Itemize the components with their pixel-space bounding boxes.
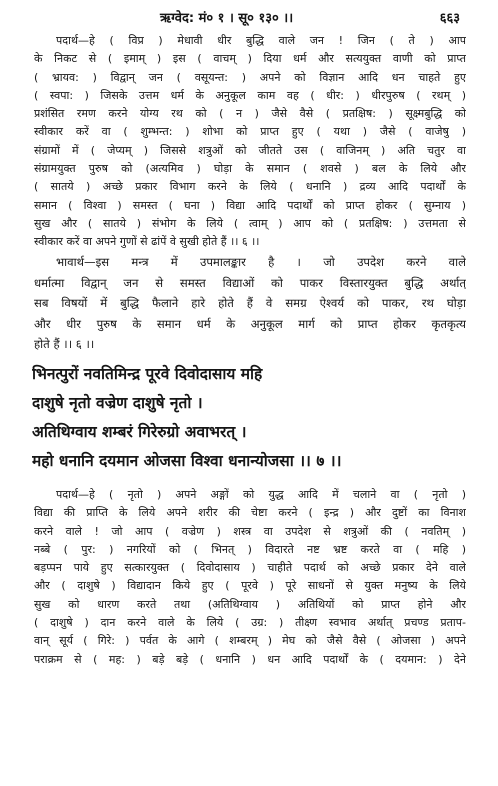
padartha-mantra-7 <box>34 486 466 669</box>
bhavartha-mantra-6 <box>34 252 466 355</box>
text-line: और धीर पुरुष के समान धर्म के अनुकूल मार्ग को प्राप्त होकर कृतकृत्य <box>34 316 466 331</box>
text-line: वान् सूर्य ( गिरे: ) पर्वत के आगे ( शम्बरम् ) मेघ को जैसे वैसे ( ओजसा ) अपने <box>34 634 466 648</box>
text-line: होते हैं ।। ६ ।। <box>34 337 95 351</box>
text-line: सुख को धारण करते तथा (अतिथिग्वाय ) अतिथियों को प्राप्त होने और <box>34 597 466 611</box>
text-line: स्वीकार करें वा अपने गुणों से ढांपें वे सुखी होते हैं ।। ६ ।। <box>34 235 260 249</box>
text-line: ( भ्रायव: ) विद्वान् जन ( वसूयन्त: ) अपने को विज्ञान आदि धन चाहते हुए <box>34 70 466 84</box>
page-header <box>0 6 498 28</box>
text-line: ( दाशुषे ) दान करने वाले के लिये ( उग्र: ) तीक्ष्ण स्वभाव अर्थात् प्रचण्ड प्रताप- <box>34 616 466 630</box>
text-line: पराक्रम से ( मह: ) बड़े बड़े ( धनानि ) धन आदि पदार्थों के ( दयमान: ) देने <box>34 652 466 666</box>
running-title: ऋग्वेद: मं० १ । सू० १३० ।। <box>160 11 294 26</box>
text-line: स्वीकार करें वा ( शुम्भन्त: ) शोभा को प्राप्त हुए ( यथा ) जैसे ( वाजेषु ) <box>34 125 466 139</box>
mantra-line: दाशुषे नृतो वज्रेण दाशुषे नृतो । <box>32 394 203 412</box>
text-line: प्रशंसित रमण करने योग्य रथ को ( न ) जैसे वैसे ( प्रतक्षिष: ) सूक्ष्मबुद्धि को <box>34 107 466 121</box>
text-line: और ( दाशुषे ) विद्यादान किये हुए ( पूरवे ) पूरे साधनों से युक्त मनुष्य के लिये <box>34 579 466 593</box>
text-line: विद्या की प्राप्ति के लिये अपने शरीर की चेष्टा करने ( इन्द्र ) और दुष्टों का विनाश <box>34 506 466 520</box>
text-line: धर्मात्मा विद्वान् जन से समस्त विद्याओं को पाकर विस्तारयुक्त बुद्धि अर्थात् <box>34 275 466 290</box>
text-line: करने वाले ! जो आप ( वज्रेण ) शस्त्र वा उपदेश से शत्रुओं की ( नवतिम् ) <box>34 524 466 538</box>
text-line: नब्बे ( पुर: ) नगरियों को ( भिनत् ) विदारते नष्ट भ्रष्ट करते वा ( महि ) <box>34 542 466 556</box>
text-line: भावार्थ—इस मन्त्र में उपमालङ्कार है । जो उपदेश करने वाले <box>56 255 466 269</box>
text-line: ( स्वपा: ) जिसके उत्तम धर्म के अनुकूल काम वह ( धीर: ) धीरपुरुष ( रथम् ) <box>34 88 466 102</box>
mantra-line: भिनत्पुरों नवतिमिन्द्र पूरवे दिवोदासाय महि <box>32 365 263 383</box>
text-line: पदार्थ—हे ( नृतो ) अपने अङ्गों को युद्ध आदि में चलाने वा ( नृतो ) <box>56 488 466 501</box>
text-line: समान ( विश्वा ) समस्त ( घना ) विद्या आदि पदार्थों को प्राप्त होकर ( सुम्नाय ) <box>34 198 466 212</box>
text-line: पदार्थ—हे ( विप्र ) मेधावी धीर बुद्धि वाले जन ! जिन ( ते ) आप <box>56 34 466 47</box>
text-line: ( सातये ) अच्छे प्रकार विभाग करने के लिये ( धनानि ) द्रव्य आदि पदार्थों के <box>34 180 466 194</box>
mantra-7 <box>32 360 472 476</box>
text-line: सुख और ( सातये ) संभोग के लिये ( त्वाम् ) आप को ( प्रतक्षिष: ) उत्तमता से <box>34 216 466 230</box>
text-line: संग्रामों में ( जेप्यम् ) जिससे शत्रुओं को जीतते उस ( वाजिनम् ) अति चतुर वा <box>34 143 466 157</box>
mantra-line: अतिथिग्वाय शम्बरं गिरेरुग्रो अवाभरत् । <box>32 423 247 441</box>
page-number: ६६३ <box>439 11 460 26</box>
text-line: सब विषयों में बुद्धि फैलाने हारे होते हैं वे समग्र ऐश्वर्य को पाकर, रथ घोड़ा <box>34 296 466 310</box>
mantra-line: महो धनानि दयमान ओजसा विश्वा धनान्योजसा ।। ७ ।। <box>32 452 342 470</box>
text-line: बड़प्पन पाये हुए सत्कारयुक्त ( दिवोदासाय ) चाहीते पदार्थ को अच्छे प्रकार देने वाले <box>34 561 466 575</box>
text-line: के निकट से ( इमाम् ) इस ( वाचम् ) दिया धर्म और सत्ययुक्त वाणी को प्राप्त <box>34 52 466 66</box>
padartha-mantra-6 <box>34 32 466 252</box>
text-line: संग्रामयुक्त पुरुष को (अत्यमिव ) घोड़ा के समान ( शवसे ) बल के लिये और <box>34 162 466 176</box>
